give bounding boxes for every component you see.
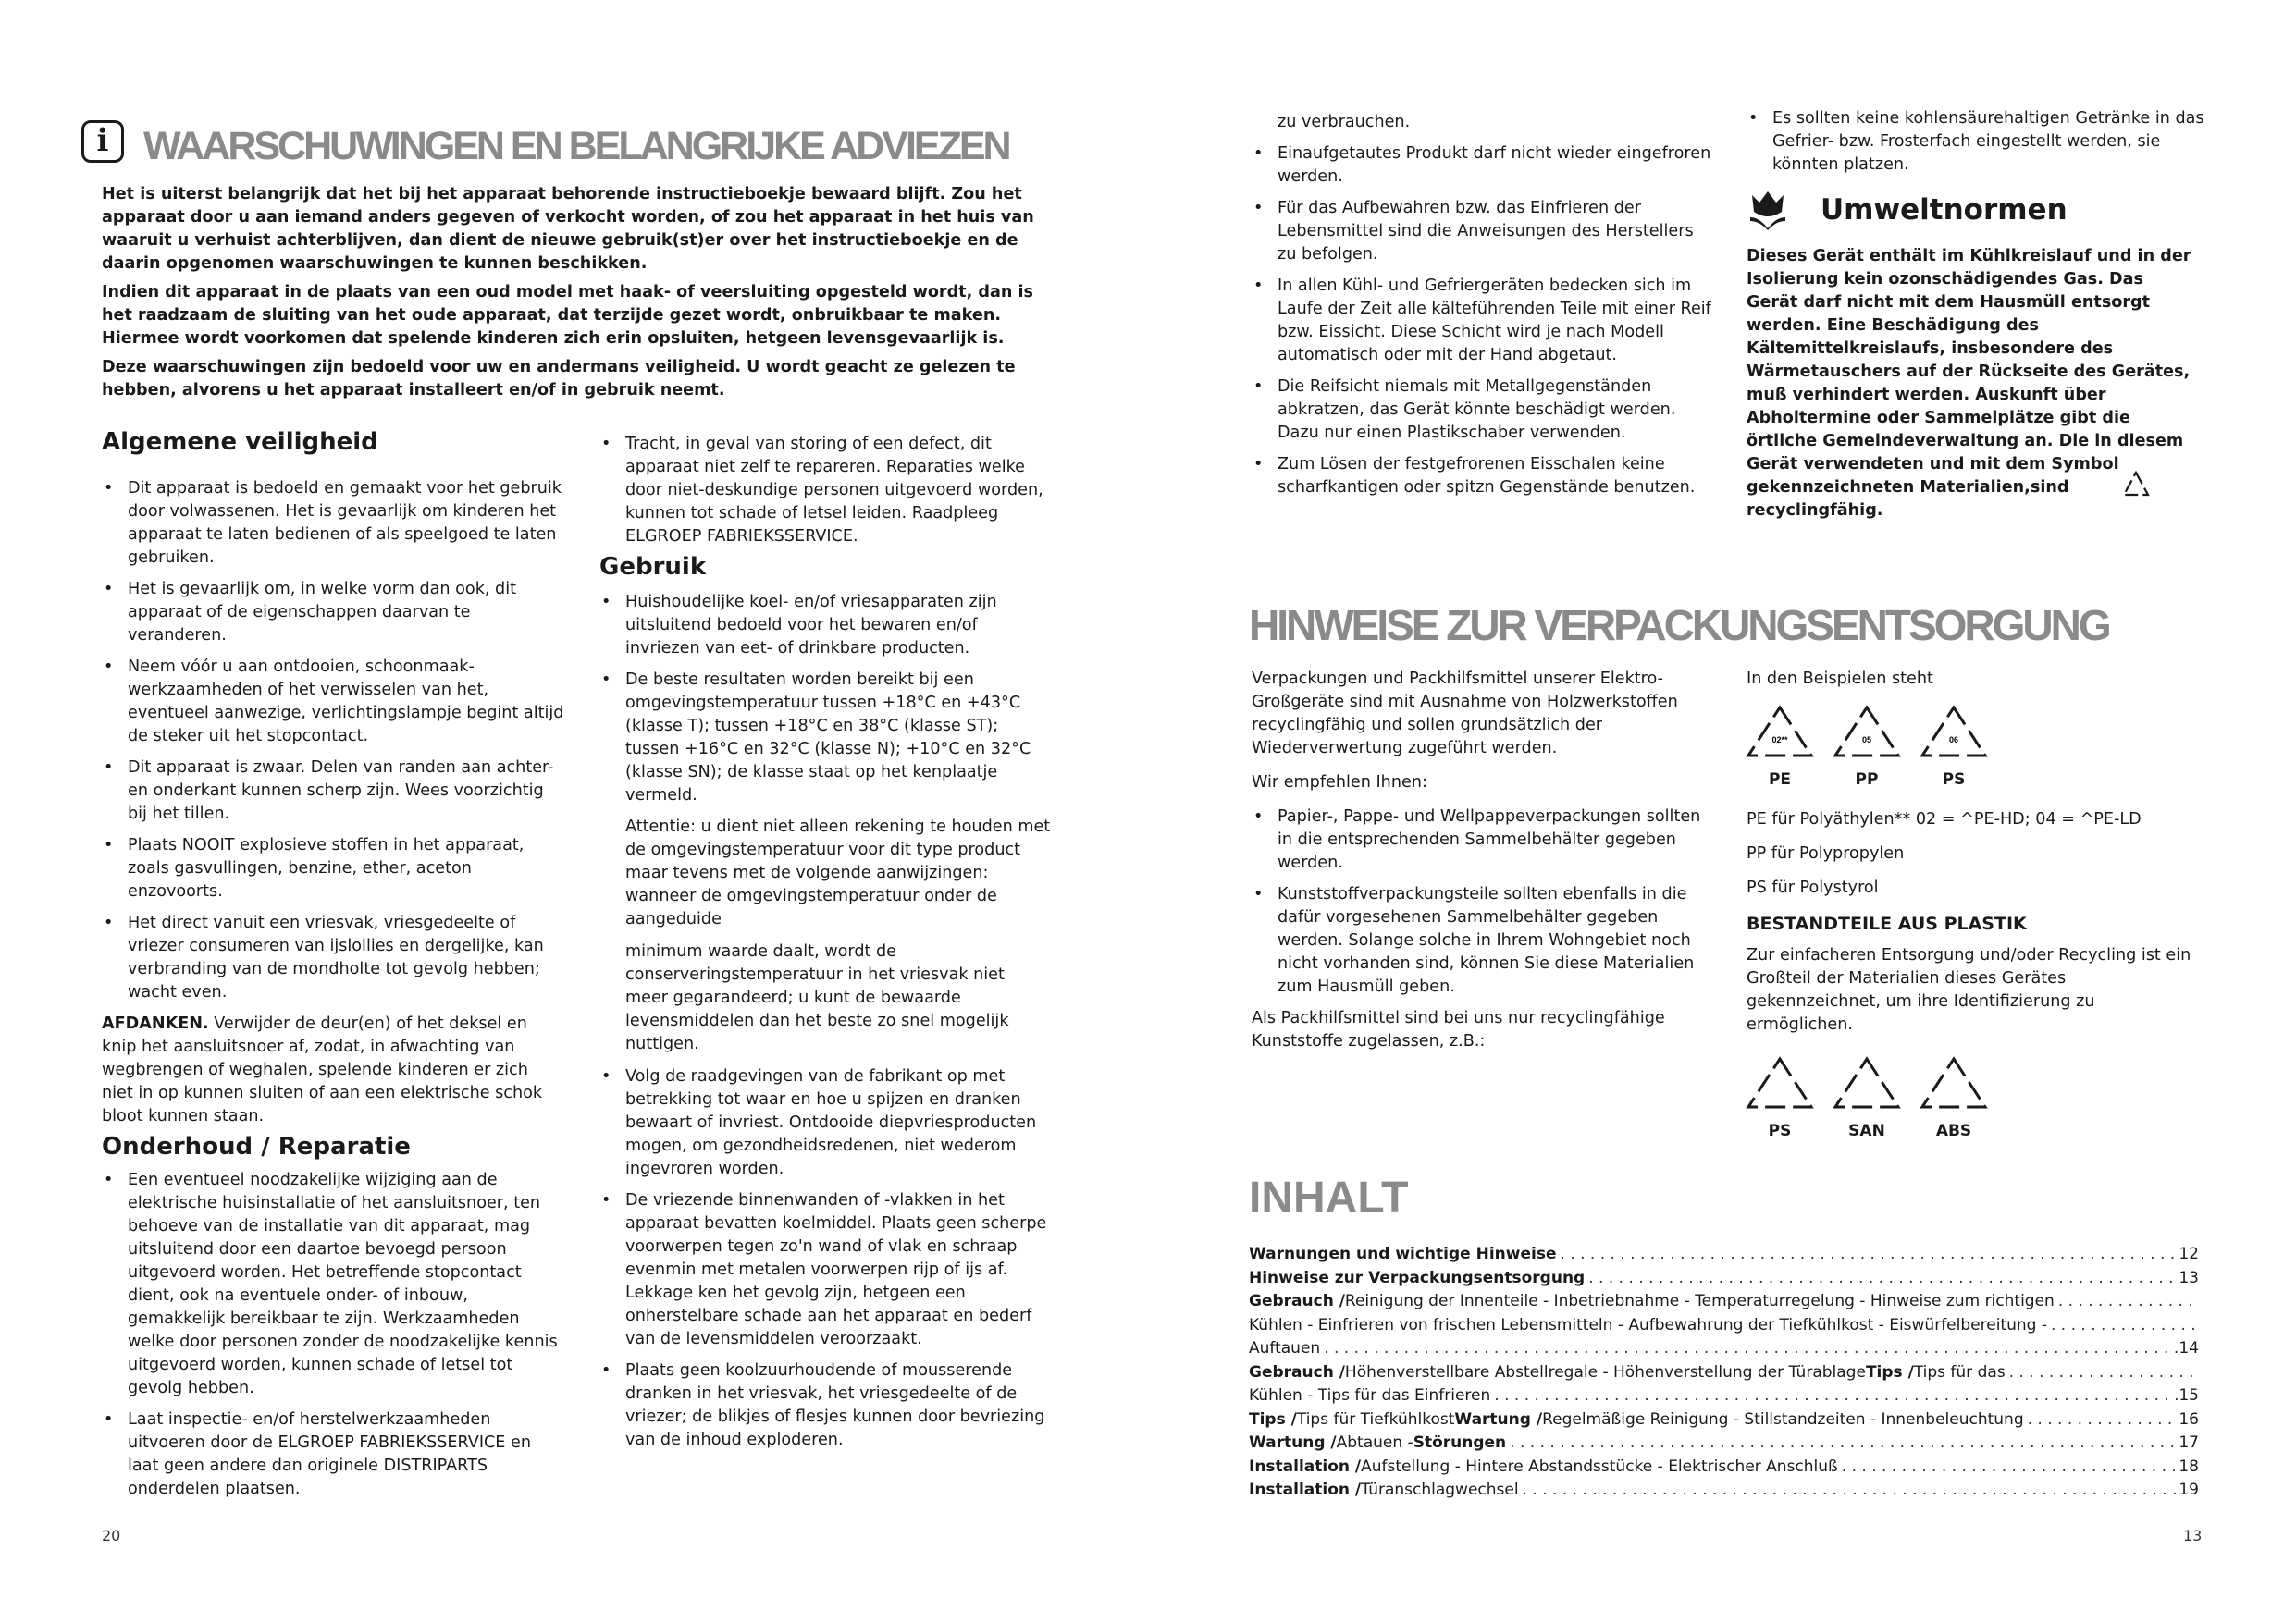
afdanken-text: Verwijder de deur(en) of het deksel en knip het aansluitsnoer af, zodat, in afwachting van wegbrengen of weghalen, spelende kinderen er zich niet in op kunnen sluiten of aan een elektrische schok bloot kunnen staan. (102, 1014, 543, 1125)
list-item: • In allen Kühl- und Gefriergeräten bedecken sich im Laufe der Zeit alle kälteführenden Teile mit einer Reif bzw. Eissicht. Diese Schicht wird je nach Modell automatisch oder mit der Hand abgetaut. (1252, 275, 1714, 367)
toc-row[interactable] (1249, 1384, 2199, 1408)
tulip-icon (1747, 190, 1789, 230)
toc-dots (1519, 1479, 2179, 1502)
list-item: • Tracht, in geval van storing of een defect, dit apparaat niet zelf te repareren. Reparaties welke door niet-deskundige personen uitgevoerd worden, kunnen tot schade of letsel leiden. Raadpleeg ELGROEP FABRIEKSSERVICE. (599, 433, 1051, 548)
toc-row[interactable] (1249, 1314, 2199, 1338)
recycle-icon (2120, 470, 2152, 499)
list-item: • Zum Lösen der festgefrorenen Eisschalen keine scharfkantigen oder spitzn Gegenstände benutzen. (1252, 453, 1714, 499)
toc-text: Auftauen (1249, 1339, 1321, 1358)
toc-text: Abtauen - (1336, 1433, 1413, 1452)
inhalt-title: INHALT (1249, 1174, 1409, 1223)
toc-dots (1320, 1337, 2179, 1360)
recycle-symbol (1743, 702, 1817, 792)
list-item: • Dit apparaat is bedoeld en gemaakt voor het gebruik door volwassenen. Het is gevaarlijk om kinderen het apparaat te laten bedienen of als speelgoed te laten gebruiken. (102, 477, 564, 570)
table-of-contents (1249, 1243, 2199, 1503)
toc-bold: Gebrauch / (1249, 1292, 1345, 1310)
intro-block (102, 183, 1045, 408)
list-item: • Es sollten keine kohlensäurehaltigen Getränke in das Gefrier- bzw. Frosterfach eingestellt werden, sie könnten platzen. (1747, 107, 2209, 177)
hinweise-paragraph: Verpackungen und Packhilfsmittel unserer Elektro-Großgeräte sind mit Ausnahme von Holzwerkstoffen recyclingfähig und sollen grundsätzlich der Wiederverwertung zugeführt werden. (1252, 670, 1678, 757)
toc-row[interactable] (1249, 1408, 2199, 1432)
toc-text: Höhenverstellbare Abstellregale - Höhenverstellung der Türablage (1344, 1362, 1866, 1382)
toc-bold: Gebrauch / (1249, 1362, 1345, 1382)
toc-dots (1506, 1432, 2179, 1455)
toc-bold: Warnungen und wichtige Hinweise (1249, 1245, 1557, 1263)
recycle-label: PP (1855, 770, 1879, 789)
umwelt-text: Dieses Gerät enthält im Kühlkreislauf und in der Isolierung kein ozonschädigendes Gas. Das Gerät darf nicht mit dem Hausmüll entsorgt werden. Eine Beschädigung des Kältemittelkreislaufs, insbesondere des Wärmetauschers auf der Rückseite des Gerätes, muß verhindert werden. Auskunft über Abholtermine oder Sammelplätze gibt die örtliche Gemeindeverwaltung an. Die in diesem Gerät verwendeten und mit dem Symbol (1747, 247, 2191, 473)
recycle-code: 02** (1771, 735, 1788, 744)
toc-row[interactable] (1249, 1243, 2199, 1267)
afdanken-label: AFDANKEN. (102, 1014, 209, 1033)
algemene-heading: Algemene veiligheid (102, 428, 378, 456)
attentie-text: Attentie: u dient niet alleen rekening te houden met de omgevingstemperatuur voor dit type product maar tevens met de volgende aanwijzingen: wanneer de omgevingstemperatuur onder de aangeduide (625, 818, 1051, 928)
toc-row[interactable] (1249, 1290, 2199, 1314)
warning-title: WAARSCHUWINGEN EN BELANGRIJKE ADVIEZEN (143, 124, 1009, 168)
toc-dots (1585, 1267, 2179, 1290)
toc-text: Regelmäßige Reinigung - Stillstandzeiten - Innenbeleuchtung (1542, 1409, 2024, 1429)
toc-bold: Hinweise zur Verpackungsentsorgung (1249, 1268, 1586, 1287)
recycle-icon (1917, 702, 1991, 761)
recycle-code: 06 (1948, 735, 1959, 744)
list-item: • Kunststoffverpackungsteile sollten ebenfalls in die dafür vorgesehenen Sammelbehälter gegeben werden. Solange solche in Ihrem Wohngebiet noch nicht vorhanden sind, können Sie diese Materialien zum Hausmüll geben. (1252, 883, 1714, 999)
umwelt-header (1747, 190, 2209, 230)
recycle-label: ABS (1935, 1122, 1972, 1140)
onderhoud-list (102, 1169, 564, 1501)
intro-paragraph: Indien dit apparaat in de plaats van een oud model met haak- of veersluiting opgesteld wordt, dan is het raadzaam de sluiting van het oude apparaat, dat terzijde gezet wordt, onbruikbaar te maken. Hiermee wordt voorkomen dat spelende kinderen zich erin opsluiten, hetgeen levensgevaarlijk is. (102, 283, 1034, 348)
page-number-left: 20 (102, 1527, 121, 1544)
bestandteile-heading: BESTANDTEILE AUS PLASTIK (1747, 914, 2027, 934)
toc-dots (2006, 1361, 2199, 1384)
toc-page: 19 (2179, 1481, 2199, 1499)
toc-bold: Installation / (1249, 1457, 1362, 1476)
toc-dots (1490, 1384, 2179, 1408)
toc-bold: Wartung / (1454, 1409, 1543, 1429)
beispielen-label: In den Beispielen steht (1747, 670, 1933, 688)
intro-paragraph: Deze waarschuwingen zijn bedoeld voor uw en andermans veiligheid. U wordt geacht ze gelezen te hebben, alvorens u het apparaat installeert en/of in gebruik neemt. (102, 358, 1016, 400)
repair-list (599, 433, 1051, 548)
left-column-2 (599, 433, 1051, 1460)
recycle-icon (1830, 702, 1904, 761)
toc-bold: Wartung / (1249, 1433, 1337, 1452)
ps-line: PS für Polystyrol (1747, 879, 1879, 897)
toc-bold: Installation / (1249, 1481, 1362, 1499)
recycle-symbol (1830, 1053, 1904, 1143)
list-item: • Een eventueel noodzakelijke wijziging aan de elektrische huisinstallatie of het aansluitsnoer, ten behoeve van de installatie van dit apparaat, mag uitsluitend door een daartoe bevoegd persoon uitgevoerd worden. Het betreffende stopcontact dient, ook na eventuele onder- of inbouw, gemakkelijk bereikbaar te zijn. Werkzaamheden welke door personen zonder de noodzakelijke kennis uitgevoerd worden, kunnen schade of letsel tot gevolg hebben. (102, 1169, 564, 1400)
toc-bold: Tips / (1865, 1362, 1914, 1382)
gebruik-list (599, 591, 1051, 807)
toc-text: Kühlen - Einfrieren von frischen Lebensmitteln - Aufbewahrung der Tiefkühlkost - Eiswürfelbereitung - (1249, 1315, 2047, 1334)
list-item: • Het direct vanuit een vriesvak, vriesgedeelte of vriezer consumeren van ijslollies en dergelijke, kan verbranding van de mondholte tot gevolg hebben; wacht even. (102, 912, 564, 1004)
list-item: • Plaats geen koolzuurhoudende of mousserende dranken in het vriesvak, het vriesgedeelte of de vriezer; de blikjes of flesjes kunnen door bevriezing van de inhoud exploderen. (599, 1359, 1051, 1452)
list-item: • Die Reifsicht niemals mit Metallgegenständen abkratzen, das Gerät könnte beschädigt werden. Dazu nur einen Plastikschaber verwenden. (1252, 375, 1714, 445)
toc-page: 16 (2179, 1409, 2199, 1429)
algemene-list (102, 477, 564, 1004)
toc-dots (2055, 1290, 2199, 1313)
freezer-list (1252, 142, 1714, 499)
toc-dots (1556, 1243, 2179, 1266)
recycle-label: PS (1768, 1122, 1792, 1140)
list-item: • Für das Aufbewahren bzw. das Einfrieren der Lebensmittel sind die Anweisungen des Herstellers zu befolgen. (1252, 197, 1714, 266)
info-icon: i (81, 120, 124, 163)
list-item: • De vriezende binnenwanden of -vlakken in het apparaat bevatten koelmiddel. Plaats geen scherpe voorwerpen tegen zo'n wand of vlak en schraap evenmin met metalen voorwerpen rijp of ijs af. Lekkage ken het gevolg zijn, hetgeen een onherstelbare schade aan het apparaat en bederf van de levensmiddelen veroorzaakt. (599, 1189, 1051, 1351)
toc-page: 18 (2179, 1457, 2199, 1476)
gebruik-list-2 (599, 1065, 1051, 1452)
list-item: • Neem vóór u aan ontdooien, schoonmaak-werkzaamheden of het verwisselen van het, eventueel aanwezige, verlichtingslampje begint altijd de steker uit het stopcontact. (102, 656, 564, 748)
hinweise-list (1252, 805, 1714, 999)
recycle-symbol (1743, 1053, 1817, 1143)
hinweise-title: HINWEISE ZUR VERPACKUNGSENTSORGUNG (1249, 601, 2109, 649)
hinweise-column-1 (1252, 668, 1714, 1053)
toc-row[interactable] (1249, 1456, 2199, 1480)
recycle-icon (1830, 1053, 1904, 1113)
page-number-right: 13 (2183, 1527, 2203, 1544)
toc-page: 15 (2179, 1386, 2199, 1405)
list-item: • Plaats NOOIT explosieve stoffen in het apparaat, zoals gasvullingen, benzine, ether, aceton enzovoorts. (102, 834, 564, 904)
continuation-text: zu verbrauchen. (1278, 113, 1411, 131)
toc-dots (2047, 1314, 2199, 1337)
list-item: • Papier-, Pappe- und Wellpappeverpackungen sollten in die entsprechenden Sammelbehälter gegeben werden. (1252, 805, 1714, 875)
recycle-symbols-top (1743, 702, 2209, 792)
toc-page: 12 (2179, 1245, 2199, 1263)
attentie-text-2: minimum waarde daalt, wordt de conserveringstemperatuur in het vriesvak niet meer gegarandeerd; u kunt de bewaarde levensmiddelen dan het beste zo snel mogelijk nuttigen. (625, 942, 1009, 1053)
toc-row[interactable] (1249, 1432, 2199, 1456)
recycle-label: SAN (1848, 1122, 1885, 1140)
recycle-label: PE (1768, 770, 1792, 789)
hinweise-paragraph: Als Packhilfsmittel sind bei uns nur recyclingfähige Kunststoffe zugelassen, z.B.: (1252, 1009, 1665, 1051)
toc-bold: Störungen (1413, 1433, 1507, 1452)
toc-row[interactable] (1249, 1267, 2199, 1291)
right-column-2-top (1747, 107, 2209, 523)
onderhoud-heading: Onderhoud / Reparatie (102, 1133, 411, 1161)
recycle-symbols-bottom (1743, 1053, 2209, 1143)
afdanken-paragraph (102, 1013, 564, 1128)
list-item: • De beste resultaten worden bereikt bij een omgevingstemperatuur tussen +18°C en +43°C (klasse T); tussen +18°C en 38°C (klasse ST); tussen +16°C en 32°C (klasse N); +10°C en 32°C (klasse SN); de klasse staat op het kenplaatje vermeld. (599, 669, 1051, 807)
gebruik-heading: Gebruik (599, 553, 707, 581)
toc-dots (1838, 1456, 2179, 1479)
recycle-symbol (1917, 702, 1991, 792)
list-item: • Einaufgetautes Produkt darf nicht wieder eingefroren werden. (1252, 142, 1714, 189)
toc-dots (2024, 1408, 2179, 1432)
recycle-icon (1743, 702, 1817, 761)
recycle-icon (1743, 1053, 1817, 1113)
toc-text: Tips für das (1913, 1362, 2006, 1382)
intro-paragraph: Het is uiterst belangrijk dat het bij het apparaat behorende instructieboekje bewaard blijft. Zou het apparaat door u aan iemand anders gegeven of verkocht worden, of zou het apparaat in het huis van waaruit u verhuist achterblijven, dan dient de nieuwe gebruik(st)er over het instructieboekje en de daarin opgenomen waarschuwingen te kunnen beschikken. (102, 185, 1034, 273)
list-item: • Volg de raadgevingen van de fabrikant op met betrekking tot waar en hoe u spijzen en dranken bewaart of invriest. Ontdooide diepvriesproducten mogen, om gezondheidsredenen, niet wederom ingevroren worden. (599, 1065, 1051, 1181)
bestandteile-text: Zur einfacheren Entsorgung und/oder Recycling ist ein Großteil der Materialien dieses Gerätes gekennzeichnet, um ihre Identifizierung zu ermöglichen. (1747, 946, 2191, 1034)
toc-text: Türanschlagwechsel (1361, 1481, 1519, 1499)
toc-text: Reinigung der Innenteile - Inbetriebnahme - Temperaturregelung - Hinweise zum richtigen (1344, 1292, 2055, 1310)
right-column-1-top (1252, 111, 1714, 508)
toc-bold: Tips / (1249, 1409, 1297, 1429)
umwelt-heading: Umweltnormen (1821, 193, 2068, 227)
recycle-label: PS (1942, 770, 1966, 789)
recycle-icon (1917, 1053, 1991, 1113)
list-item: • Huishoudelijke koel- en/of vriesapparaten zijn uitsluitend bedoeld voor het bewaren en/of invriezen van eet- of drinkbare producten. (599, 591, 1051, 660)
toc-page: 13 (2179, 1268, 2199, 1287)
pe-line: PE für Polyäthylen** 02 = ^PE-HD; 04 = ^PE-LD (1747, 810, 2142, 829)
toc-page: 17 (2179, 1433, 2199, 1452)
list-item: • Dit apparaat is zwaar. Delen van randen aan achter- en onderkant kunnen scherp zijn. Wees voorzichtig bij het tillen. (102, 756, 564, 826)
hinweise-paragraph: Wir empfehlen Ihnen: (1252, 773, 1427, 792)
toc-text: Aufstellung - Hintere Abstandsstücke - Elektrischer Anschluß (1361, 1457, 1838, 1476)
toc-row[interactable] (1249, 1337, 2199, 1361)
toc-page: 14 (2179, 1339, 2199, 1358)
umwelt-text-2: gekennzeichneten Materialien,sind recyclingfähig. (1747, 478, 2069, 520)
pp-line: PP für Polypropylen (1747, 844, 1905, 863)
recycle-symbol (1830, 702, 1904, 792)
drinks-list (1747, 107, 2209, 177)
list-item: • Het is gevaarlijk om, in welke vorm dan ook, dit apparaat of de eigenschappen daarvan te veranderen. (102, 578, 564, 647)
toc-text: Tips für Tiefkühlkost (1296, 1409, 1455, 1429)
toc-row[interactable] (1249, 1479, 2199, 1503)
recycle-code: 05 (1861, 735, 1872, 744)
toc-row[interactable] (1249, 1361, 2199, 1385)
list-item: • Laat inspectie- en/of herstelwerkzaamheden uitvoeren door de ELGROEP FABRIEKSSERVICE en laat geen andere dan originele DISTRIPARTS onderdelen plaatsen. (102, 1408, 564, 1501)
recycle-symbol (1917, 1053, 1991, 1143)
toc-text: Kühlen - Tips für das Einfrieren (1249, 1386, 1491, 1405)
left-column-1 (102, 427, 564, 1509)
hinweise-column-2 (1747, 668, 2209, 1143)
